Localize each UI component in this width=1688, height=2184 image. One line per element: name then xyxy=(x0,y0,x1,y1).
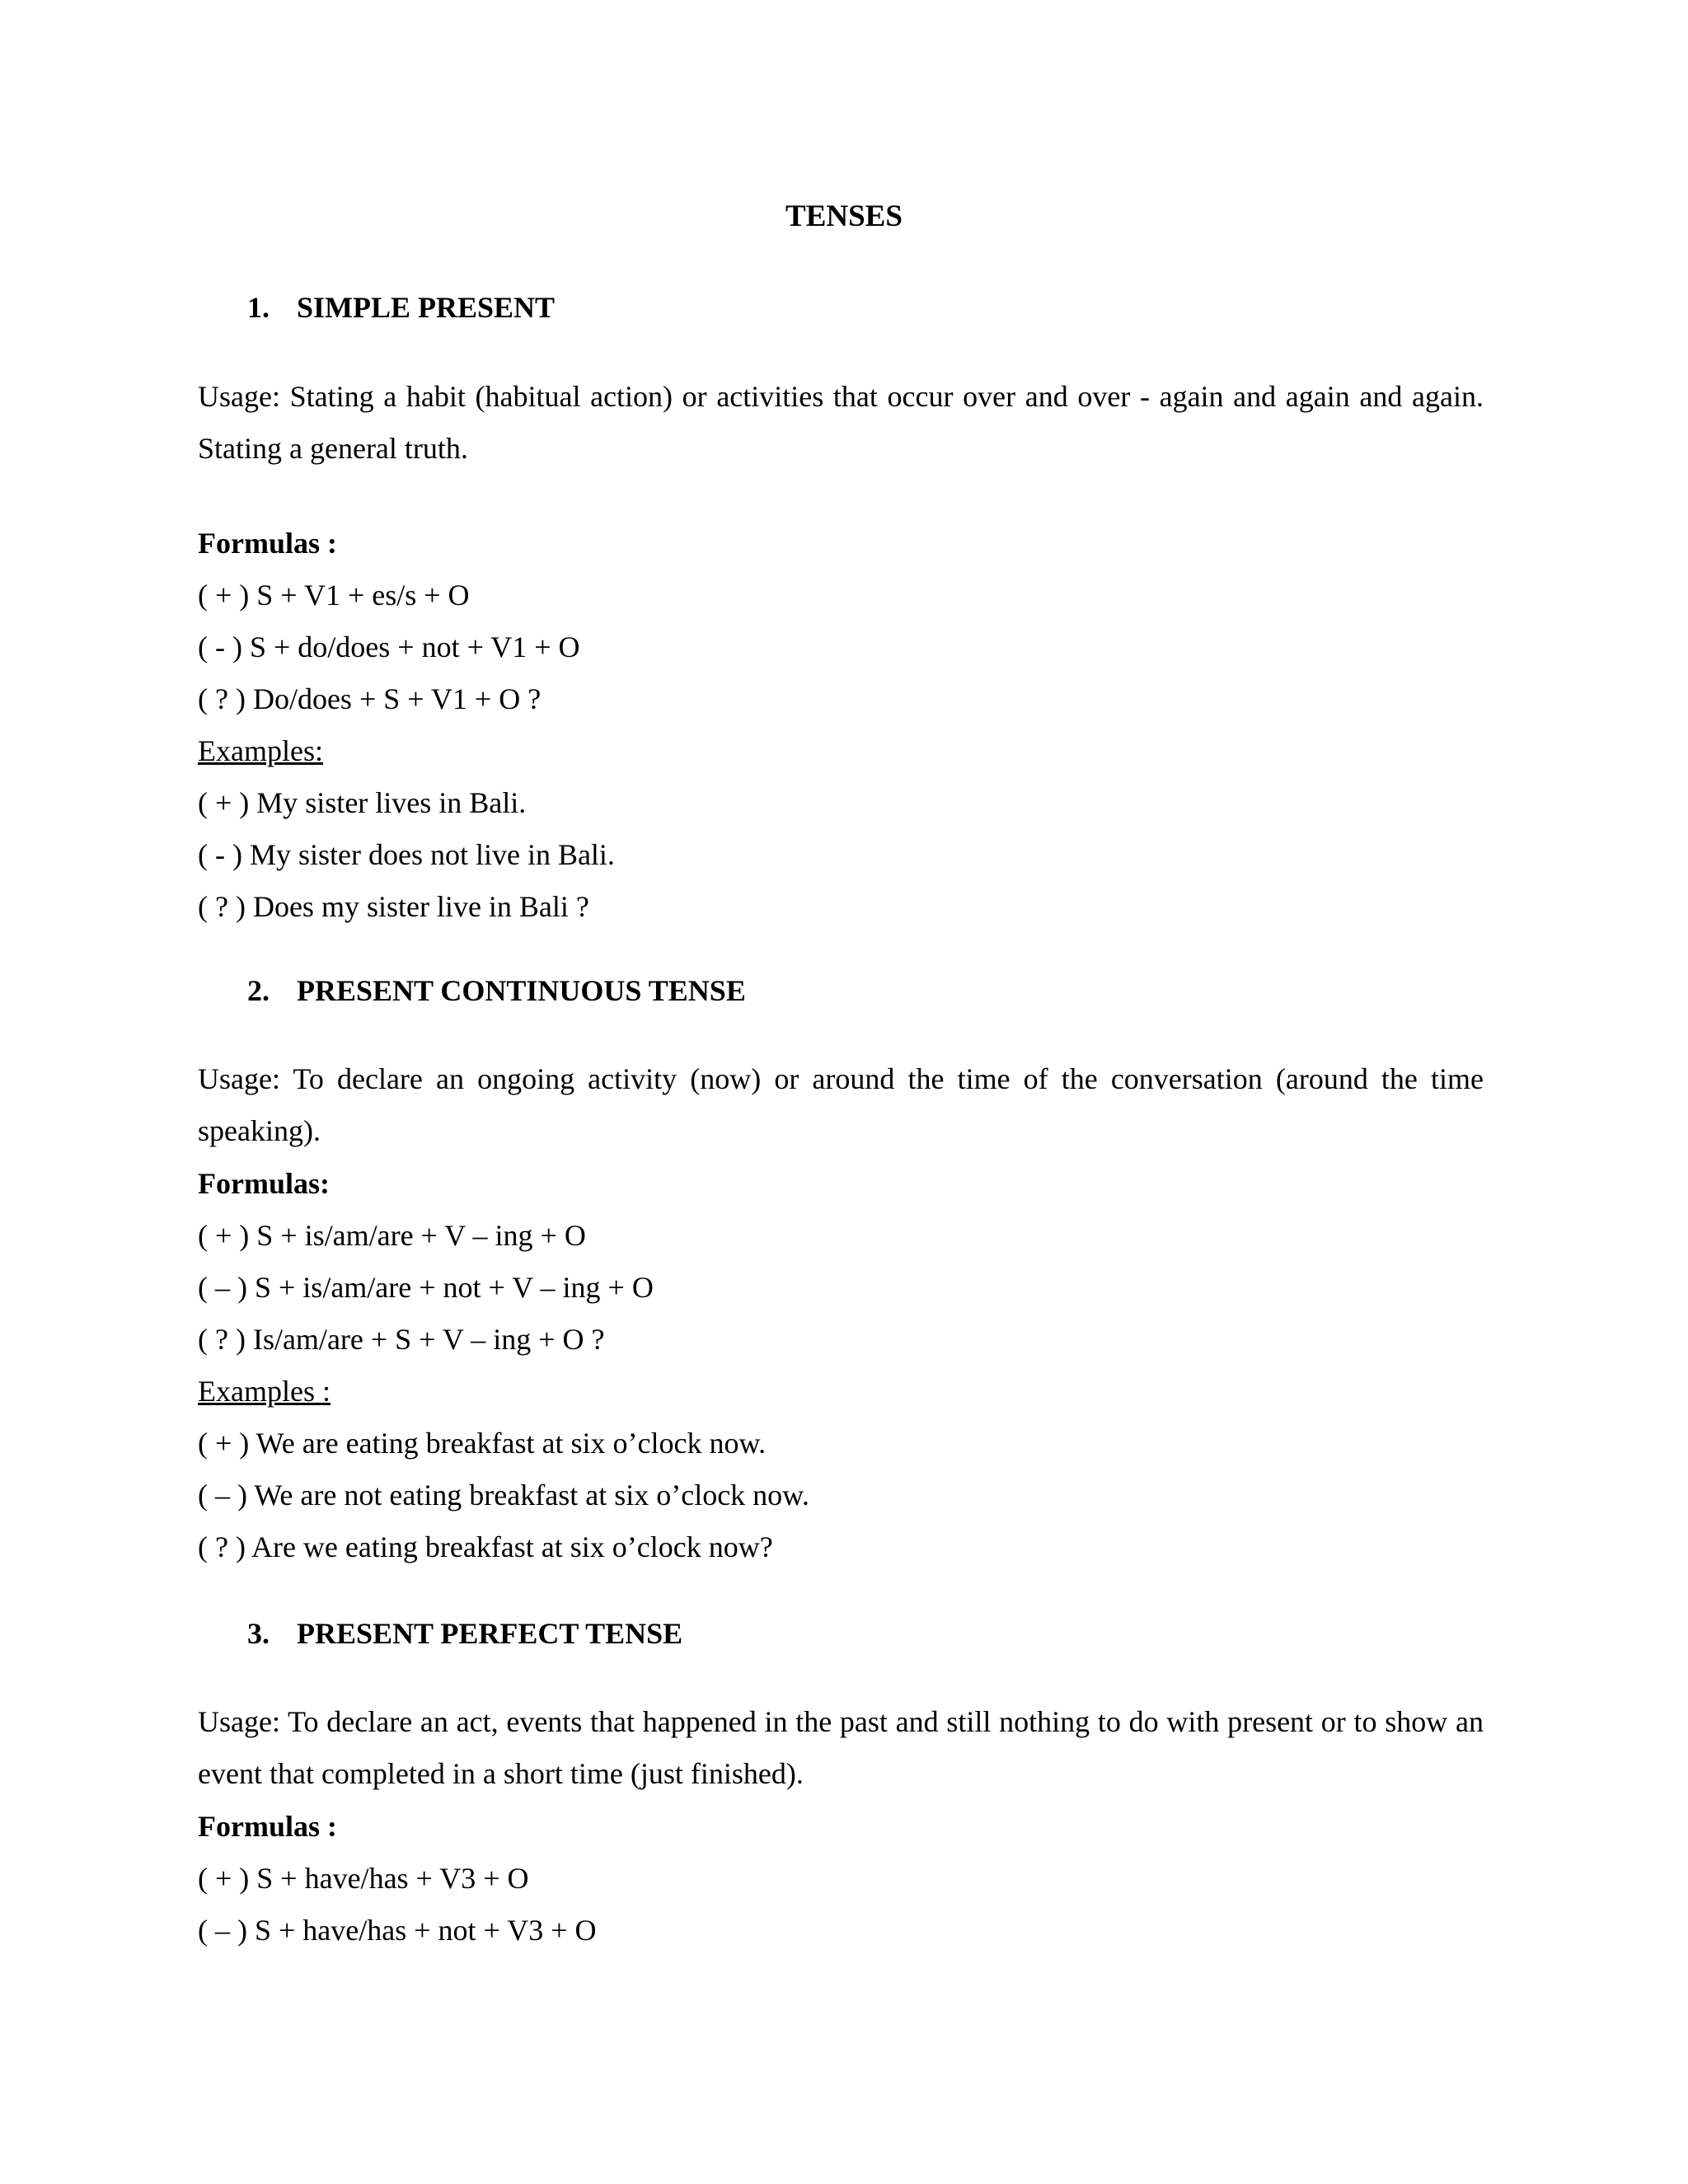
formula-line: ( + ) S + V1 + es/s + O xyxy=(198,579,470,612)
formulas-label: Formulas : xyxy=(198,1810,337,1843)
document-title: TENSES xyxy=(785,199,903,233)
present-perfect-formulas xyxy=(198,1801,1484,1957)
example-line: ( – ) We are not eating breakfast at six o’clock now. xyxy=(198,1479,809,1511)
formula-line: ( - ) S + do/does + not + V1 + O xyxy=(198,630,580,663)
examples-label: Examples : xyxy=(198,1375,331,1408)
formulas-label: Formulas : xyxy=(198,527,337,560)
section-number: 2. xyxy=(247,974,270,1007)
section-heading-present-continuous xyxy=(247,970,746,1011)
formulas-label: Formulas: xyxy=(198,1167,330,1200)
formula-line: ( – ) S + have/has + not + V3 + O xyxy=(198,1914,597,1947)
section-title: PRESENT PERFECT TENSE xyxy=(297,1617,683,1650)
section-title: SIMPLE PRESENT xyxy=(297,291,556,324)
formula-line: ( ? ) Do/does + S + V1 + O ? xyxy=(198,682,542,715)
example-line: ( ? ) Does my sister live in Bali ? xyxy=(198,890,589,923)
section-number: 1. xyxy=(247,291,270,324)
simple-present-formulas-and-examples xyxy=(198,518,1484,933)
formula-line: ( ? ) Is/am/are + S + V – ing + O ? xyxy=(198,1323,605,1356)
section-heading-simple-present xyxy=(247,287,555,328)
usage-paragraph: Usage: Stating a habit (habitual action) or activities that occur over and over - again and again and again. Stating a general truth. xyxy=(198,380,1484,465)
formula-line: ( + ) S + have/has + V3 + O xyxy=(198,1862,529,1895)
section-number: 3. xyxy=(247,1617,270,1650)
present-continuous-formulas-and-examples xyxy=(198,1158,1484,1573)
usage-paragraph: Usage: To declare an ongoing activity (now) or around the time of the conversation (around the time speaking). xyxy=(198,1062,1484,1147)
formula-line: ( + ) S + is/am/are + V – ing + O xyxy=(198,1219,586,1252)
section-heading-present-perfect xyxy=(247,1613,682,1654)
section-title: PRESENT CONTINUOUS TENSE xyxy=(297,974,746,1007)
formula-line: ( – ) S + is/am/are + not + V – ing + O xyxy=(198,1271,654,1304)
example-line: ( + ) We are eating breakfast at six o’clock now. xyxy=(198,1427,767,1460)
example-line: ( + ) My sister lives in Bali. xyxy=(198,786,527,819)
examples-label: Examples: xyxy=(198,734,323,767)
usage-paragraph: Usage: To declare an act, events that happened in the past and still nothing to do with present or to show an event that completed in a short time (just finished). xyxy=(198,1705,1484,1790)
example-line: ( - ) My sister does not live in Bali. xyxy=(198,838,615,871)
example-line: ( ? ) Are we eating breakfast at six o’clock now? xyxy=(198,1530,773,1563)
